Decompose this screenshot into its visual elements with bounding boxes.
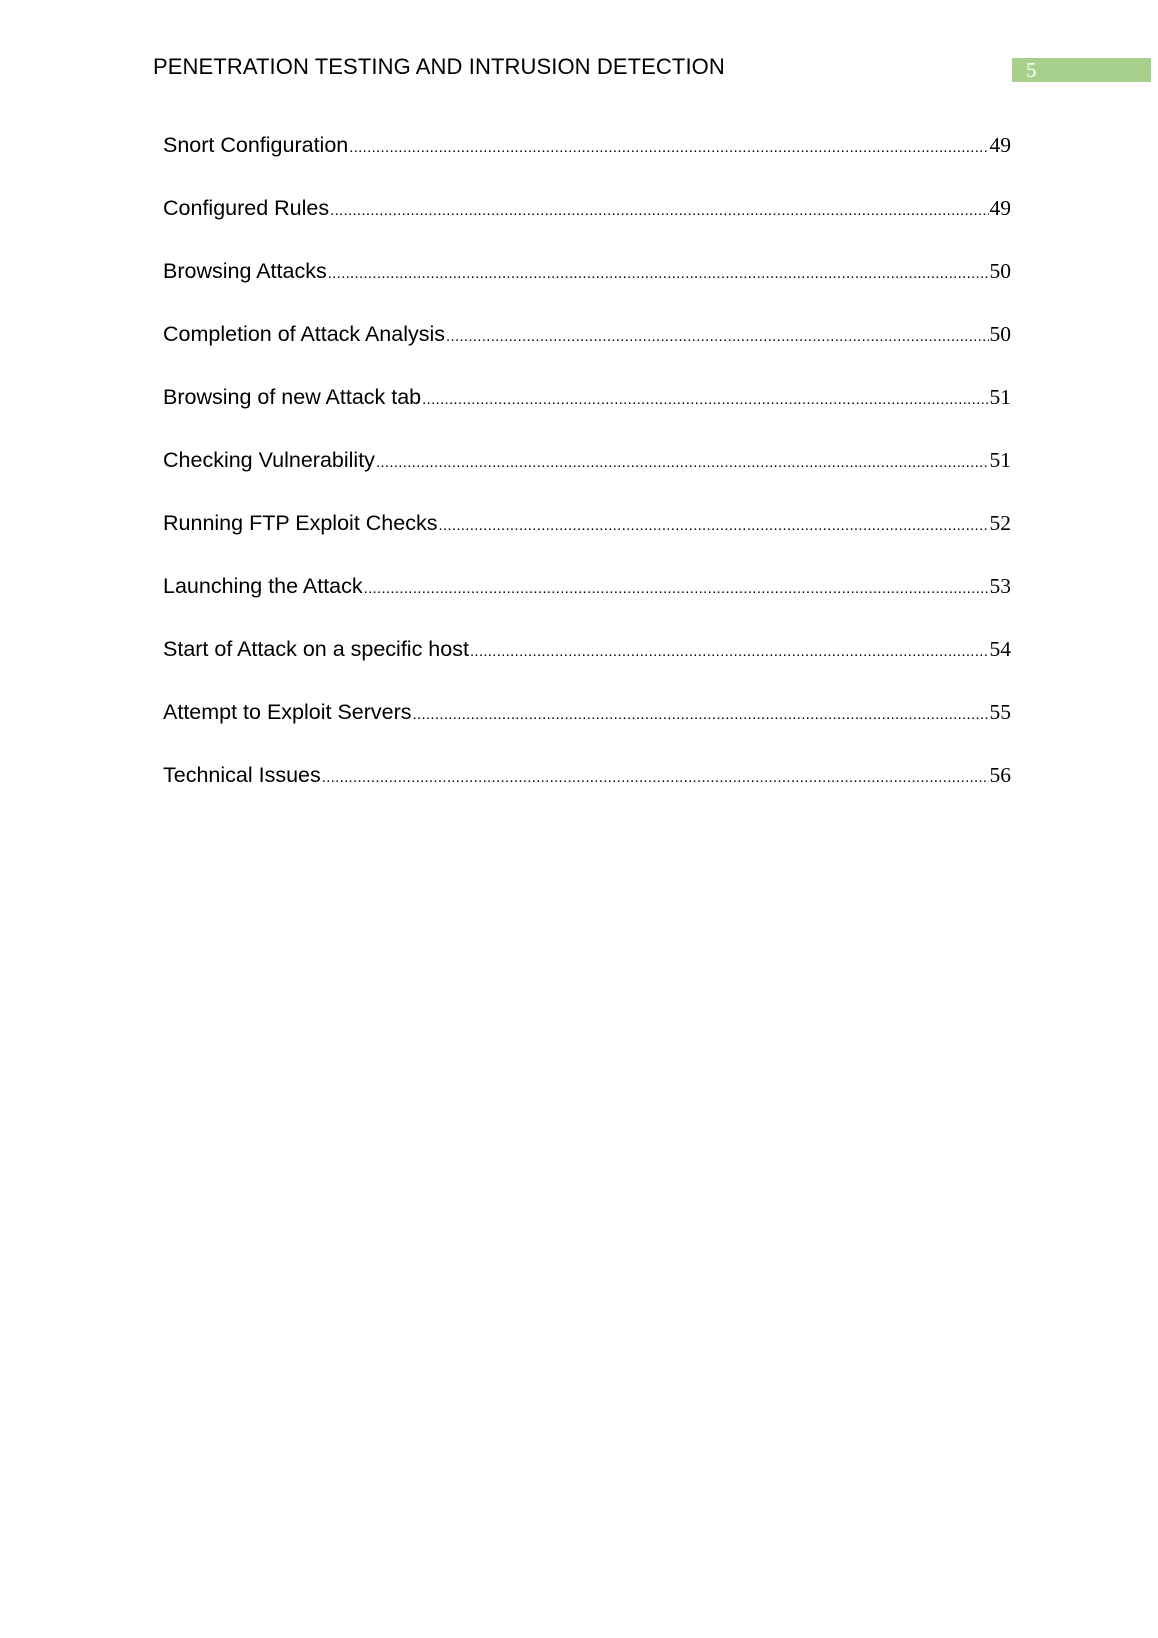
toc-dot-leader xyxy=(328,261,989,287)
toc-entry[interactable] xyxy=(163,195,1011,258)
toc-entry-title[interactable]: Technical Issues xyxy=(163,763,321,787)
toc-entry-page[interactable]: 54 xyxy=(989,637,1011,661)
toc-entry[interactable] xyxy=(163,447,1011,510)
toc-entry[interactable] xyxy=(163,384,1011,447)
toc-dot-leader xyxy=(422,387,988,413)
toc-entry-title[interactable]: Start of Attack on a specific host xyxy=(163,637,469,661)
toc-entry[interactable] xyxy=(163,321,1011,384)
toc-entry-page[interactable]: 49 xyxy=(989,196,1011,220)
toc-entry-title[interactable]: Browsing of new Attack tab xyxy=(163,385,422,409)
toc-entry[interactable] xyxy=(163,573,1011,636)
toc-entry-title[interactable]: Completion of Attack Analysis xyxy=(163,322,446,346)
toc-entry-page[interactable]: 49 xyxy=(989,133,1011,157)
toc-entry-page[interactable]: 50 xyxy=(989,322,1011,346)
toc-entry[interactable] xyxy=(163,762,1011,825)
toc-entry[interactable] xyxy=(163,132,1011,195)
toc-entry-page[interactable]: 53 xyxy=(989,574,1011,598)
toc-dot-leader xyxy=(330,198,988,224)
toc-dot-leader xyxy=(470,639,989,665)
toc-dot-leader xyxy=(413,702,989,728)
toc-entry[interactable] xyxy=(163,636,1011,699)
toc-dot-leader xyxy=(322,765,989,791)
toc-dot-leader xyxy=(446,324,988,350)
table-of-contents xyxy=(163,132,1011,825)
toc-entry-page[interactable]: 50 xyxy=(989,259,1011,283)
toc-entry-title[interactable]: Snort Configuration xyxy=(163,133,349,157)
toc-entry-title[interactable]: Attempt to Exploit Servers xyxy=(163,700,412,724)
running-head: PENETRATION TESTING AND INTRUSION DETECTION xyxy=(153,54,725,79)
toc-entry-page[interactable]: 51 xyxy=(989,385,1011,409)
toc-entry-title[interactable]: Running FTP Exploit Checks xyxy=(163,511,438,535)
toc-entry[interactable] xyxy=(163,699,1011,762)
toc-entry[interactable] xyxy=(163,510,1011,573)
toc-entry-title[interactable]: Browsing Attacks xyxy=(163,259,327,283)
page-number: 5 xyxy=(1026,58,1037,82)
toc-entry-title[interactable]: Checking Vulnerability xyxy=(163,448,375,472)
toc-dot-leader xyxy=(364,576,989,602)
toc-entry-page[interactable]: 52 xyxy=(989,511,1011,535)
toc-entry-title[interactable]: Configured Rules xyxy=(163,196,330,220)
toc-dot-leader xyxy=(438,513,988,539)
toc-entry[interactable] xyxy=(163,258,1011,321)
toc-dot-leader xyxy=(349,135,988,161)
toc-entry-page[interactable]: 56 xyxy=(989,763,1011,787)
toc-entry-page[interactable]: 55 xyxy=(989,700,1011,724)
toc-entry-page[interactable]: 51 xyxy=(989,448,1011,472)
toc-entry-title[interactable]: Launching the Attack xyxy=(163,574,363,598)
toc-dot-leader xyxy=(376,450,989,476)
page-number-badge xyxy=(1012,58,1151,82)
